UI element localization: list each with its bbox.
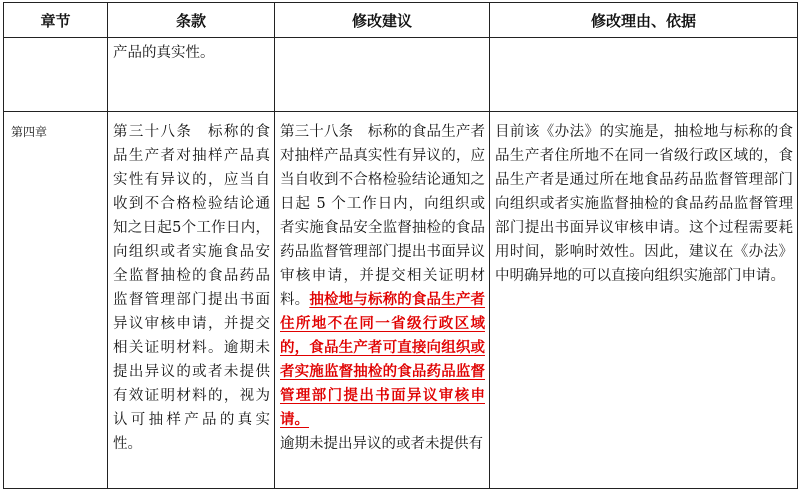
table-row [4, 112, 798, 489]
continued-suggestion-cell [275, 38, 490, 112]
header-reason: 修改理由、依据 [490, 3, 798, 38]
clause-text: 第三十八条 标称的食品生产者对抽样产品真实性有异议的，应当自收到不合格检验结论通知之日起5个工作日内，向组织或者实施食品安全监督抽检的食品药品监督管理部门提出书面异议审核申请，并提交相关证明材料。逾期未提出异议的或者未提供有效证明材料的，视为认可抽样产品的真实性。 [113, 124, 270, 452]
header-clause: 条款 [108, 3, 275, 38]
suggestion-cell [275, 112, 490, 489]
continued-clause-cell [108, 38, 275, 112]
chapter-cell [4, 112, 108, 489]
suggestion-text [275, 112, 489, 456]
continued-row [4, 38, 798, 112]
continued-reason-cell [490, 38, 798, 112]
suggestion-original-text: 第三十八条 标称的食品生产者对抽样产品真实性有异议的，应当自收到不合格检验结论通知之日起 5 个工作日内，向组织或者实施食品安全监督抽检的食品药品监督管理部门提出书面异议审核申请，并提交相关证明材料。 [280, 124, 485, 308]
reason-text: 目前该《办法》的实施是，抽检地与标称的食品生产者住所地不在同一省级行政区域的，食品生产者是通过所在地食品药品监督管理部门向组织或者实施监督抽检的食品药品监督管理部门提出书面异议审核申请。这个过程需要耗用时间，影响时效性。因此，建议在《办法》中明确异地的可以直接向组织实施部门申请。 [495, 124, 793, 284]
header-chapter: 章节 [4, 3, 108, 38]
continued-chapter-cell [4, 38, 108, 112]
suggestion-tail-text: 逾期未提出异议的或者未提供有 [280, 436, 483, 452]
header-suggestion: 修改建议 [275, 3, 490, 38]
reason-cell [490, 112, 798, 489]
header-row [4, 3, 798, 38]
chapter-label: 第四章 [11, 125, 48, 139]
suggestion-added-text: 抽检地与标称的食品生产者住所地不在同一省级行政区域的，食品生产者可直接向组织或者实施监督抽检的食品药品监督管理部门提出书面异议审核申请。 [280, 291, 486, 428]
continued-clause-text: 产品的真实性。 [113, 45, 215, 61]
revision-table [3, 2, 798, 489]
clause-cell [108, 112, 275, 489]
